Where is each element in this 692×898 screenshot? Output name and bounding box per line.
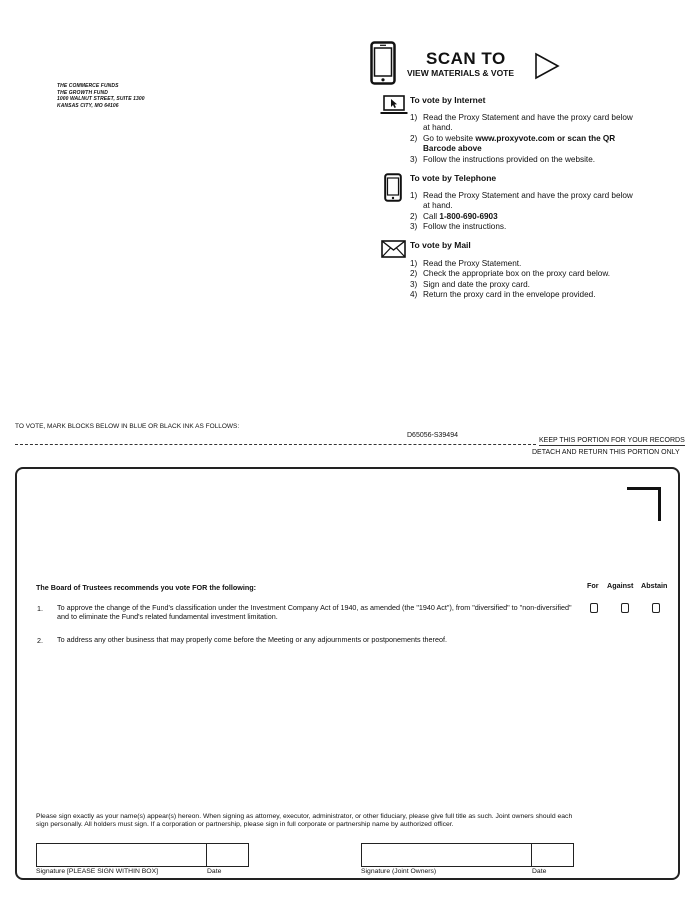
mobile-phone-icon [384, 173, 402, 202]
list-item: 1) Read the Proxy Statement and have the proxy card below at hand. [410, 191, 633, 211]
list-item: 2) Check the appropriate box on the proxy card below. [410, 269, 611, 279]
list-item: 3) Sign and date the proxy card. [410, 279, 530, 289]
address-line: THE COMMERCE FUNDS [57, 83, 119, 89]
joint-signature-box[interactable] [361, 843, 532, 867]
date-box[interactable] [206, 843, 249, 867]
control-number: D65056-S39494 [407, 432, 458, 439]
joint-date-box[interactable] [531, 843, 574, 867]
internet-steps [410, 113, 635, 165]
list-item: 3) Follow the instructions provided on the website. [410, 154, 596, 164]
mail-heading: To vote by Mail [410, 240, 471, 250]
list-item: 2) Call 1-800-690-6903 [410, 211, 498, 221]
detach-line [15, 444, 536, 445]
return-address [57, 83, 145, 109]
internet-heading: To vote by Internet [410, 95, 486, 105]
list-item: 1) Read the Proxy Statement. [410, 259, 522, 268]
corner-mark [627, 487, 661, 521]
telephone-heading: To vote by Telephone [410, 173, 497, 183]
smartphone-icon [370, 41, 396, 85]
telephone-steps [410, 191, 635, 233]
proposal-number: 1. [37, 604, 43, 613]
vote-for-checkbox[interactable] [590, 603, 598, 613]
scan-title: SCAN TO [426, 49, 506, 68]
signature-label: Signature [PLEASE SIGN WITHIN BOX] [36, 868, 159, 875]
keep-portion-label: KEEP THIS PORTION FOR YOUR RECORDS [539, 437, 685, 444]
signature-box[interactable] [36, 843, 207, 867]
scan-subtitle: VIEW MATERIALS & VOTE [407, 68, 515, 78]
envelope-icon [381, 240, 406, 258]
list-item: 1) Read the Proxy Statement and have the proxy card below at hand. [410, 113, 633, 133]
proposal-text: To approve the change of the Fund's classification under the Investment Company Act of 1940, as amended (the "1940 Act"), from "diversified" to "non-diversified" and to eliminate the Fund's related fundamental investment limitation. [57, 603, 572, 621]
vote-abstain-checkbox[interactable] [652, 603, 660, 613]
vote-against-checkbox[interactable] [621, 603, 629, 613]
column-for: For [587, 581, 599, 590]
address-line: KANSAS CITY, MO 64106 [57, 102, 119, 109]
joint-signature-label: Signature (Joint Owners) [361, 868, 437, 875]
list-item: 4) Return the proxy card in the envelope provided. [410, 290, 596, 300]
board-recommendation: The Board of Trustees recommends you vote FOR the following: [36, 583, 257, 592]
address-line: 1000 WALNUT STREET, SUITE 1300 [57, 96, 145, 102]
address-line: THE GROWTH FUND [57, 89, 108, 96]
proposal-number: 2. [37, 636, 43, 645]
detach-portion-label: DETACH AND RETURN THIS PORTION ONLY [532, 449, 680, 456]
column-abstain: Abstain [641, 581, 668, 590]
list-item: 3) Follow the instructions. [410, 222, 507, 232]
joint-date-label: Date [532, 868, 547, 875]
date-label: Date [207, 868, 222, 875]
play-arrow-icon [534, 52, 560, 80]
mark-instructions: TO VOTE, MARK BLOCKS BELOW IN BLUE OR BLACK INK AS FOLLOWS: [15, 423, 240, 430]
column-against: Against [607, 581, 634, 590]
list-item: 2) Go to website www.proxyvote.com or scan the QR Barcode above [410, 133, 616, 154]
laptop-cursor-icon [380, 94, 408, 116]
mail-steps [410, 259, 635, 301]
proposal-text: To address any other business that may properly come before the Meeting or any adjournments or postponements thereof. [57, 635, 447, 644]
signing-instructions: Please sign exactly as your name(s) appear(s) hereon. When signing as attorney, executor, administrator, or other fiduciary, please give full title as such. Joint owners should each sign personally. All holders must sign. If a corporation or partnership, please sign in full corporate or partnership name by authorized officer. [36, 813, 573, 828]
